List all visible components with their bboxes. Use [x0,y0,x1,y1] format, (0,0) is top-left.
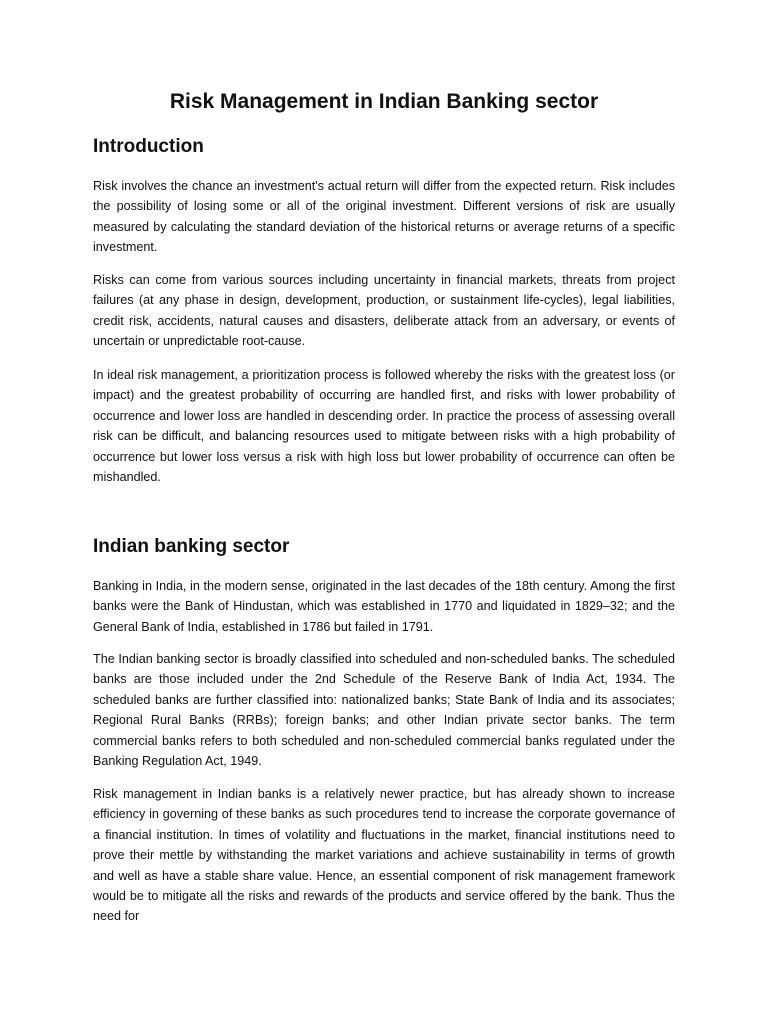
banking-paragraph-2: The Indian banking sector is broadly classified into scheduled and non-scheduled banks. The scheduled banks are those included under the 2nd Schedule of the Reserve Bank of India Act, 1934. The scheduled banks are further classified into: nationalized banks; State Bank of India and its associates; Regional Rural Banks (RRBs); foreign banks; and other Indian private sector banks. The term commercial banks refers to both scheduled and non-scheduled commercial banks regulated under the Banking Regulation Act, 1949. [93,652,675,769]
intro-paragraph-1: Risk involves the chance an investment's actual return will differ from the expected return. Risk includes the possibility of losing some or all of the original investment. Different versions of risk are usually measured by calculating the standard deviation of the historical returns or average returns of a specific investment. [93,179,675,255]
banking-paragraph-3: Risk management in Indian banks is a relatively newer practice, but has already shown to increase efficiency in governing of these banks as such procedures tend to increase the corporate governance of a financial institution. In times of volatility and fluctuations in the market, financial institutions need to prove their mettle by withstanding the market variations and achieve sustainability in terms of growth and well as have a stable share value. Hence, an essential component of risk management framework would be to mitigate all the risks and rewards of the products and service offered by the bank. Thus the need for [93,787,675,924]
intro-paragraph-2: Risks can come from various sources including uncertainty in financial markets, threats from project failures (at any phase in design, development, production, or sustainment life-cycles), legal liabilities, credit risk, accidents, natural causes and disasters, deliberate attack from an adversary, or events of uncertain or unpredictable root-cause. [93,273,675,349]
intro-paragraph-3: In ideal risk management, a prioritization process is followed whereby the risks with the greatest loss (or impact) and the greatest probability of occurring are handled first, and risks with lower probability of occurrence and lower loss are handled in descending order. In practice the process of assessing overall risk can be difficult, and balancing resources used to mitigate between risks with a high probability of occurrence but lower loss versus a risk with high loss but lower probability of occurrence can often be mishandled. [93,368,675,485]
heading-indian-banking-sector: Indian banking sector [93,536,290,557]
heading-introduction: Introduction [93,136,204,157]
banking-paragraph-1: Banking in India, in the modern sense, originated in the last decades of the 18th century. Among the first banks were the Bank of Hindustan, which was established in 1770 and liquidated in 1829–32; and the General Bank of India, established in 1786 but failed in 1791. [93,579,675,634]
document-title: Risk Management in Indian Banking sector [169,90,599,113]
